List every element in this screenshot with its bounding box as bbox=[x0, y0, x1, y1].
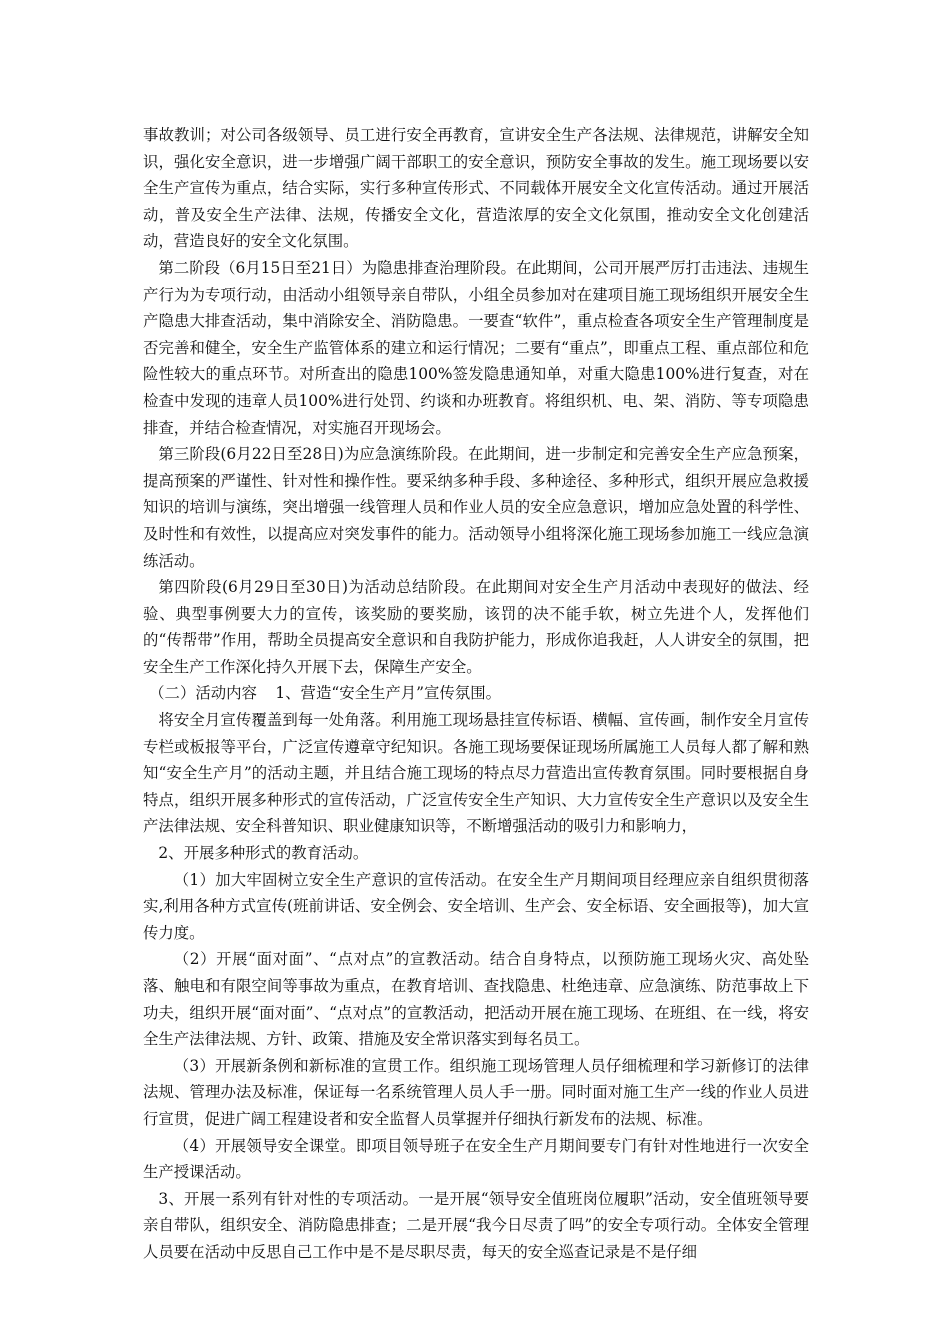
paragraph-stage4: 第四阶段(6月29日至30日)为活动总结阶段。在此期间对安全生产月活动中表现好的做法、经验、典型事例要大力的宣传，该奖励的要奖励，该罚的决不能手软，树立先进个人，发挥他们的“传帮带”作用，帮助全员提高安全意识和自我防护能力，形成你追我赶，人人讲安全的氛围，把安全生产工作深化持久开展下去，保障生产安全。 bbox=[143, 578, 809, 676]
paragraph-subitem-4: （4）开展领导安全课堂。即项目领导班子在安全生产月期间要专门有针对性地进行一次安全生产授课活动。 bbox=[143, 1136, 809, 1182]
paragraph-stage1-cont: 事故教训；对公司各级领导、员工进行安全再教育，宣讲安全生产各法规、法律规范，讲解安全知识，强化安全意识，进一步增强广阔干部职工的安全意识，预防安全事故的发生。施工现场要以安全生产宣传为重点，结合实际，实行多种宣传形式、不同载体开展安全文化宣传活动。通过开展活动，普及安全生产法律、法规，传播安全文化，营造浓厚的安全文化氛围，推动安全文化创建活动，营造良好的安全文化氛围。 bbox=[143, 126, 809, 251]
paragraph-subitem-2: （2）开展“面对面”、“点对点”的宣教活动。结合自身特点，以预防施工现场火灾、高处坠落、触电和有限空间等事故为重点，在教育培训、查找隐患、杜绝违章、应急演练、防范事故上下功夫，组织开展“面对面”、“点对点”的宣教活动，把活动开展在施工现场、在班组、在一线，将安全生产法律法规、方针、政策、措施及安全常识落实到每名员工。 bbox=[143, 950, 809, 1049]
paragraph-stage3: 第三阶段(6月22日至28日)为应急演练阶段。在此期间，进一步制定和完善安全生产应急预案，提高预案的严谨性、针对性和操作性。要采纳多种手段、多种途径、多种形式，组织开展应急救援知识的培训与演练，突出增强一线管理人员和作业人员的安全应急意识，增加应急处置的科学性、及时性和有效性，以提高应对突发事件的能力。活动领导小组将深化施工现场参加施工一线应急演练活动。 bbox=[143, 445, 809, 570]
paragraph-item-3: 3、开展一系列有针对性的专项活动。一是开展“领导安全值班岗位履职”活动，安全值班领导要亲自带队，组织安全、消防隐患排查；二是开展“我今日尽责了吗”的安全专项行动。全体安全管理人员要在活动中反思自己工作中是不是尽职尽责，每天的安全巡查记录是不是仔细 bbox=[143, 1189, 809, 1261]
section-heading: （二）活动内容 bbox=[149, 684, 257, 703]
document-body bbox=[143, 122, 809, 1266]
item-heading-2: 2、开展多种形式的教育活动。 bbox=[158, 844, 369, 863]
section-heading-activity-content bbox=[143, 680, 809, 707]
item-heading-1: 1、营造“安全生产月”宣传氛围。 bbox=[275, 684, 501, 703]
paragraph-promotion: 将安全月宣传覆盖到每一处角落。利用施工现场悬挂宣传标语、横幅、宣传画，制作安全月宣传专栏或板报等平台，广泛宣传遵章守纪知识。各施工现场要保证现场所属施工人员每人都了解和熟知“安全生产月”的活动主题，并且结合施工现场的特点尽力营造出宣传教育氛围。同时要根据自身特点，组织开展多种形式的宣传活动，广泛宣传安全生产知识、大力宣传安全生产意识以及安全生产法律法规、安全科普知识、职业健康知识等，不断增强活动的吸引力和影响力， bbox=[143, 711, 809, 836]
paragraph-stage2: 第二阶段（6月15日至21日）为隐患排查治理阶段。在此期间，公司开展严厉打击违法、违规生产行为为专项行动，由活动小组领导亲自带队，小组全员参加对在建项目施工现场组织开展安全生产隐患大排查活动，集中消除安全、消防隐患。一要查“软件”，重点检查各项安全生产管理制度是否完善和健全，安全生产监管体系的建立和运行情况；二要有“重点”，即重点工程、重点部位和危险性较大的重点环节。对所查出的隐患100%签发隐患通知单，对重大隐患100%进行复查，对在检查中发现的违章人员100%进行处罚、约谈和办班教育。将组织机、电、架、消防、等专项隐患排查，并结合检查情况，对实施召开现场会。 bbox=[143, 258, 809, 437]
paragraph-subitem-1: （1）加大牢固树立安全生产意识的宣传活动。在安全生产月期间项目经理应亲自组织贯彻落实,利用各种方式宣传(班前讲话、安全例会、安全培训、生产会、安全标语、安全画报等)，加大宣传力度。 bbox=[143, 870, 809, 942]
paragraph-subitem-3: （3）开展新条例和新标准的宣贯工作。组织施工现场管理人员仔细梳理和学习新修订的法律法规、管理办法及标准，保证每一名系统管理人员人手一册。同时面对施工生产一线的作业人员进行宣贯，促进广阔工程建设者和安全监督人员掌握并仔细执行新发布的法规、标准。 bbox=[143, 1056, 809, 1128]
